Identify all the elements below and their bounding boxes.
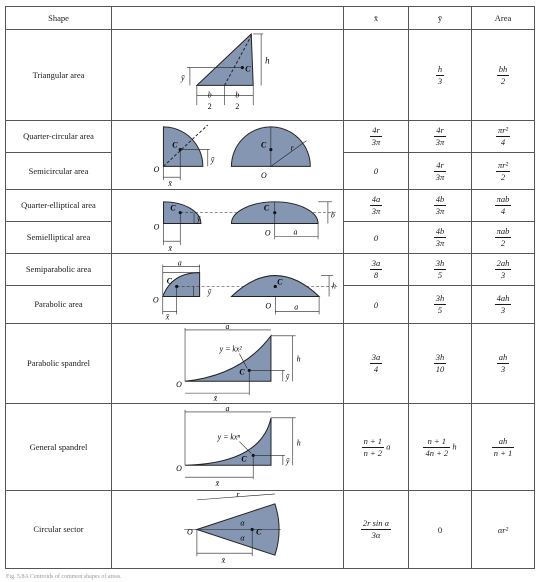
svg-text:C: C [245,64,251,74]
area-cell: αr² [472,491,535,569]
svg-text:a: a [225,324,230,331]
xbar-cell: 0 [344,286,409,324]
shape-name: Quarter-elliptical area [6,190,112,222]
svg-text:O: O [152,295,159,305]
ybar-cell: 0 [409,491,472,569]
table-row [6,190,535,222]
ybar-cell: $\frac{3h}{5}$ [409,286,472,324]
svg-text:O: O [264,228,271,238]
figure-parabolic-spandrel [112,324,344,404]
circular-diagram [112,121,343,189]
svg-text:a: a [177,258,182,268]
svg-text:h: h [332,281,337,291]
table-row [6,491,535,569]
ybar-cell: $\frac{4b}{3\pi}$ [409,190,472,222]
parabolic-diagram [112,254,343,323]
figure-caption: Fig. 5.8A Centroids of common shapes of areas. [6,574,122,580]
header-row [6,7,535,30]
circular-sector-diagram [112,491,343,568]
ybar-cell: $\frac{h}{3}$ [409,30,472,121]
area-cell: $\frac{ah}{n + 1}$ [472,404,535,491]
area-cell: $\frac{2ah}{3}$ [472,254,535,286]
svg-text:b: b [330,210,335,220]
svg-text:a: a [293,227,298,237]
area-cell: $\frac{\text{πab}}{2}$ [472,222,535,254]
svg-text:C: C [277,277,283,287]
svg-text:C: C [261,140,267,150]
svg-text:α: α [240,533,245,543]
svg-text:ȳ: ȳ [285,372,290,382]
area-cell: $\frac{bh}{2}$ [472,30,535,121]
svg-text:O: O [153,165,160,175]
table-row [6,121,535,153]
table-row [6,404,535,491]
svg-text:O: O [176,464,182,474]
triangle-diagram [112,30,343,120]
xbar-cell: 0 [344,153,409,190]
svg-text:C: C [256,527,262,537]
xbar-cell: $\frac{n + 1}{n + 2}$ a [344,404,409,491]
header-area: Area [472,7,535,30]
shape-name: General spandrel [6,404,112,491]
svg-text:ȳ: ȳ [210,155,215,165]
centroid-table [5,6,535,569]
header-figure [112,7,344,30]
svg-text:C: C [172,140,178,150]
svg-text:2: 2 [207,102,212,112]
figure-parabolic [112,254,344,324]
xbar-cell: $\frac{3a}{4}$ [344,324,409,404]
table-row [6,254,535,286]
svg-text:b: b [207,90,212,100]
svg-text:C: C [241,454,247,464]
xbar-cell: $\frac{4a}{3\pi}$ [344,190,409,222]
ybar-cell: $\frac{3h}{5}$ [409,254,472,286]
xbar-cell [344,30,409,121]
svg-text:b: b [235,90,240,100]
shape-name: Parabolic spandrel [6,324,112,404]
figure-circular-sector [112,491,344,569]
xbar-cell: $\frac{3a}{8}$ [344,254,409,286]
parabolic-spandrel-diagram [112,324,343,403]
figure-general-spandrel [112,404,344,491]
svg-text:O: O [187,527,193,537]
svg-text:x̄: x̄ [165,312,170,322]
svg-text:h: h [296,354,301,364]
figure-triangle [112,30,344,121]
svg-text:h: h [296,438,301,448]
svg-text:x̄: x̄ [213,394,218,403]
figure-elliptical [112,190,344,254]
svg-text:y = kxⁿ: y = kxⁿ [217,432,240,442]
svg-text:ȳ: ȳ [285,456,290,466]
svg-text:r: r [290,143,294,153]
header-shape: Shape [6,7,112,30]
svg-text:α: α [240,518,245,528]
xbar-cell: 0 [344,222,409,254]
area-cell: $\frac{\text{πr²}}{2}$ [472,153,535,190]
shape-name: Quarter-circular area [6,121,112,153]
ybar-cell: $\frac{4r}{3\pi}$ [409,153,472,190]
svg-text:ȳ: ȳ [196,214,201,224]
general-spandrel-diagram [112,404,343,490]
svg-text:C: C [170,203,176,213]
xbar-cell: $\frac{\text{2r sin α}}{3\alpha}$ [344,491,409,569]
svg-text:r: r [236,491,240,499]
elliptical-diagram [112,190,343,253]
shape-name: Semielliptical area [6,222,112,254]
area-cell: $\frac{\text{πab}}{4}$ [472,190,535,222]
shape-name: Semiparabolic area [6,254,112,286]
area-cell: $\frac{\text{πr²}}{4}$ [472,121,535,153]
area-cell: $\frac{4ah}{3}$ [472,286,535,324]
svg-text:x̄: x̄ [168,179,172,189]
svg-text:a: a [225,404,230,413]
svg-text:y = kx²: y = kx² [219,344,242,354]
shape-name: Circular sector [6,491,112,569]
svg-text:C: C [239,367,245,377]
shape-name: Semicircular area [6,153,112,190]
svg-text:O: O [153,222,160,232]
svg-text:2: 2 [235,102,240,112]
ybar-cell: $\frac{4r}{3\pi}$ [409,121,472,153]
figure-circular [112,121,344,190]
header-ybar: ȳ [409,7,472,30]
svg-text:x̄: x̄ [168,244,172,253]
shape-name: Triangular area [6,30,112,121]
ybar-cell: $\frac{4b}{3\pi}$ [409,222,472,254]
area-cell: $\frac{ah}{3}$ [472,324,535,404]
ybar-cell: $\frac{3h}{10}$ [409,324,472,404]
ybar-cell: $\frac{n + 1}{4n + 2}$ h [409,404,472,491]
xbar-cell: $\frac{4r}{3\pi}$ [344,121,409,153]
header-xbar: x̄ [344,7,409,30]
svg-text:O: O [176,380,182,390]
svg-text:O: O [261,171,267,181]
svg-text:x̄: x̄ [215,479,220,489]
svg-text:ȳ: ȳ [181,73,185,83]
table-row [6,324,535,404]
svg-text:C: C [263,203,270,213]
svg-text:C: C [166,276,173,286]
shape-name: Parabolic area [6,286,112,324]
svg-text:O: O [265,301,272,311]
table-row [6,30,535,121]
svg-text:x̄: x̄ [221,556,226,566]
svg-text:h: h [265,55,270,66]
svg-text:ȳ: ȳ [207,287,212,297]
svg-text:a: a [294,302,299,312]
